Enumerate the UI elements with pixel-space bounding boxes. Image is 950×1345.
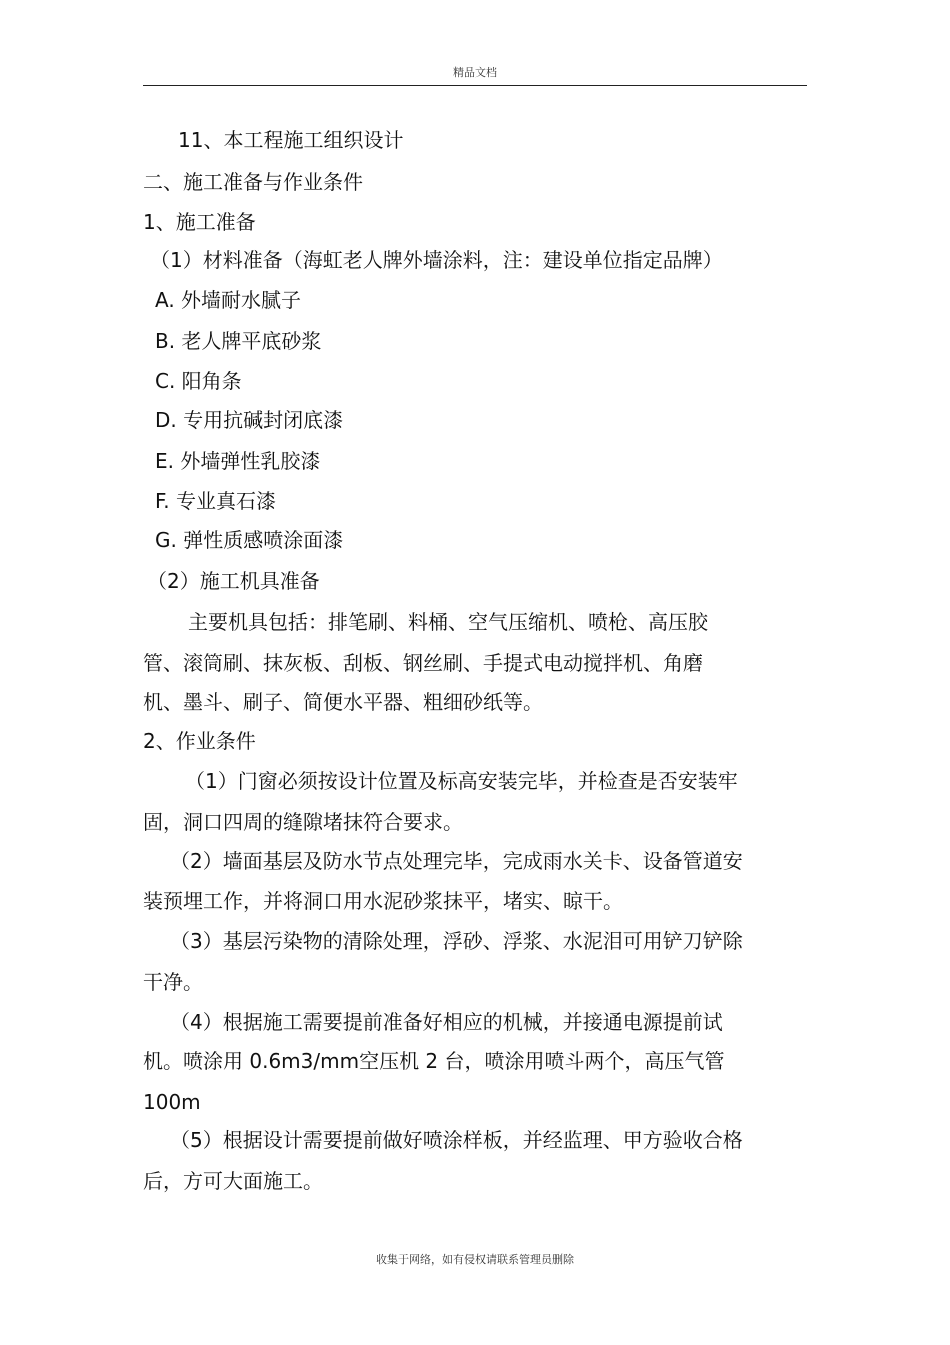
text-line: （5）根据设计需要提前做好喷涂样板，并经监理、甲方验收合格: [170, 1128, 743, 1152]
text-line: 管、滚筒刷、抹灰板、刮板、钢丝刷、手提式电动搅拌机、角磨: [143, 651, 703, 675]
page-footer: 收集于网络，如有侵权请联系管理员删除: [376, 1253, 574, 1266]
text-line: （3）基层污染物的清除处理，浮砂、浮浆、水泥泪可用铲刀铲除: [170, 929, 743, 953]
text-line: 100m: [143, 1090, 201, 1114]
text-line: 11、本工程施工组织设计: [178, 128, 404, 152]
list-item: B. 老人牌平底砂浆: [155, 329, 322, 353]
list-item: A. 外墙耐水腻子: [155, 288, 302, 312]
text-line: 装预埋工作，并将洞口用水泥砂浆抹平，堵实、晾干。: [143, 889, 623, 913]
text-line: 干净。: [143, 970, 203, 994]
text-line: 后，方可大面施工。: [143, 1169, 323, 1193]
list-item: C. 阳角条: [155, 369, 242, 393]
text-line: （2）施工机具准备: [147, 569, 320, 593]
subsection-heading: 2、作业条件: [143, 729, 256, 753]
page-header: 精品文档: [453, 66, 497, 79]
list-item: G. 弹性质感喷涂面漆: [155, 528, 344, 552]
header-divider: [143, 85, 807, 86]
text-line: 机、墨斗、刷子、简便水平器、粗细砂纸等。: [143, 690, 543, 714]
text-line: （1）门窗必须按设计位置及标高安装完毕，并检查是否安装牢: [185, 769, 738, 793]
text-line: 机。喷涂用 0.6m3/mm空压机 2 台，喷涂用喷斗两个，高压气管: [143, 1049, 725, 1073]
list-item: E. 外墙弹性乳胶漆: [155, 449, 321, 473]
text-line: 固，洞口四周的缝隙堵抹符合要求。: [143, 810, 463, 834]
text-line: （2）墙面基层及防水节点处理完毕，完成雨水关卡、设备管道安: [170, 849, 743, 873]
subsection-heading: 1、施工准备: [143, 210, 256, 234]
text-line: 主要机具包括：排笔刷、料桶、空气压缩机、喷枪、高压胶: [188, 610, 708, 634]
section-heading: 二、施工准备与作业条件: [143, 170, 363, 194]
text-line: （4）根据施工需要提前准备好相应的机械，并接通电源提前试: [170, 1010, 723, 1034]
list-item: F. 专业真石漆: [155, 489, 277, 513]
list-item: D. 专用抗碱封闭底漆: [155, 408, 344, 432]
text-line: （1）材料准备（海虹老人牌外墙涂料，注：建设单位指定品牌）: [150, 248, 723, 272]
